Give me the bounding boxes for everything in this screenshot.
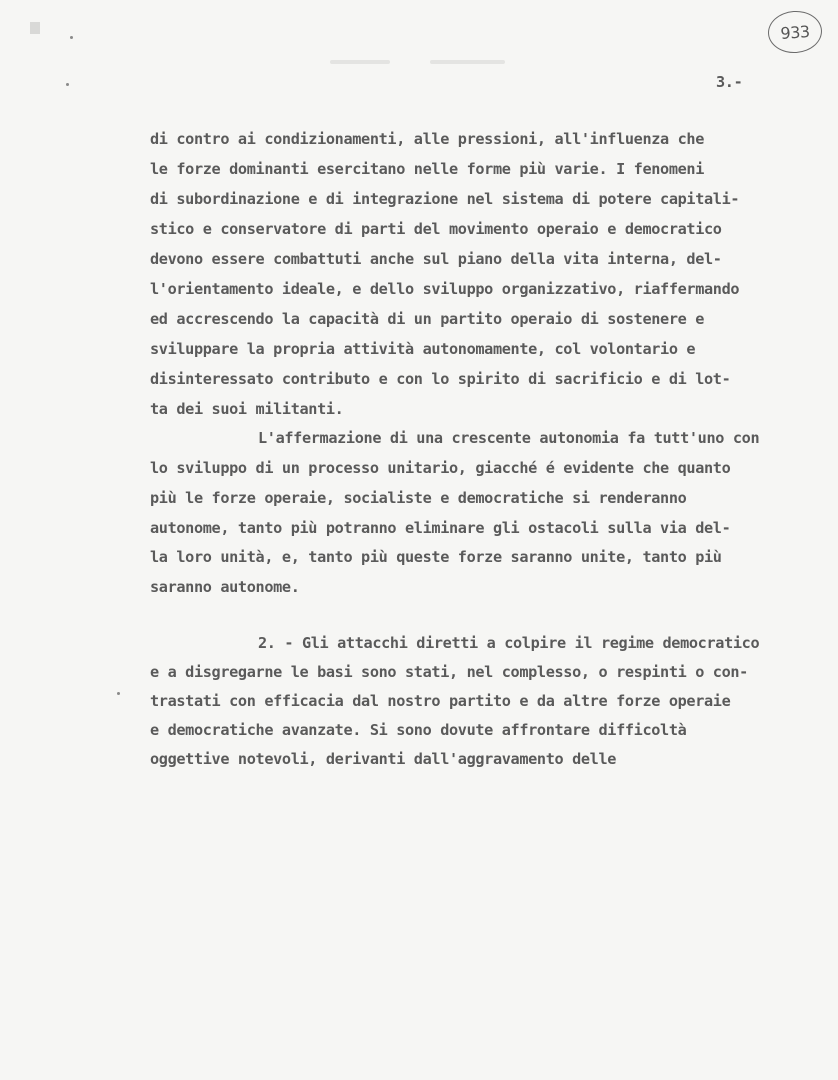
text-line: l'orientamento ideale, e dello sviluppo organizzativo, riaffermando [150, 280, 740, 298]
text-line: e a disgregarne le basi sono stati, nel complesso, o respinti o con- [150, 663, 748, 681]
text-line: oggettive notevoli, derivanti dall'aggravamento delle [150, 750, 617, 768]
scan-speck [66, 83, 69, 86]
text-line: stico e conservatore di parti del movimento operaio e democratico [150, 220, 722, 238]
text-line: sviluppare la propria attività autonomamente, col volontario e [150, 340, 696, 358]
scan-speck [70, 36, 73, 39]
text-line: saranno autonome. [150, 578, 300, 596]
text-line: la loro unità, e, tanto più queste forze saranno unite, tanto più [150, 548, 722, 566]
text-line: e democratiche avanzate. Si sono dovute affrontare difficoltà [150, 721, 687, 739]
text-line: ed accrescendo la capacità di un partito operaio di sostenere e [150, 310, 705, 328]
text-line: devono essere combattuti anche sul piano della vita interna, del- [150, 250, 722, 268]
text-line: le forze dominanti esercitano nelle forme più varie. I fenomeni [150, 160, 705, 178]
scan-edge-mark [30, 22, 40, 34]
archive-number: 933 [779, 21, 811, 43]
text-line: disinteressato contributo e con lo spirito di sacrificio e di lot- [150, 370, 731, 388]
text-line: trastati con efficacia dal nostro partito e da altre forze operaie [150, 692, 731, 710]
scan-speck [117, 692, 120, 695]
text-line: L'affermazione di una crescente autonomia fa tutt'uno con [258, 429, 760, 447]
text-line: 2. - Gli attacchi diretti a colpire il regime democratico [258, 634, 760, 652]
text-line: di contro ai condizionamenti, alle pressioni, all'influenza che [150, 130, 705, 148]
text-line: lo sviluppo di un processo unitario, giacché é evidente che quanto [150, 459, 731, 477]
text-line: autonome, tanto più potranno eliminare gli ostacoli sulla via del- [150, 519, 731, 537]
text-line: più le forze operaie, socialiste e democratiche si renderanno [150, 489, 687, 507]
text-line: ta dei suoi militanti. [150, 400, 344, 418]
bleed-through-mark [330, 60, 390, 64]
archive-stamp [767, 9, 824, 55]
page-number: 3.- [716, 73, 743, 91]
bleed-through-mark [430, 60, 505, 64]
text-line: di subordinazione e di integrazione nel sistema di potere capitali- [150, 190, 740, 208]
